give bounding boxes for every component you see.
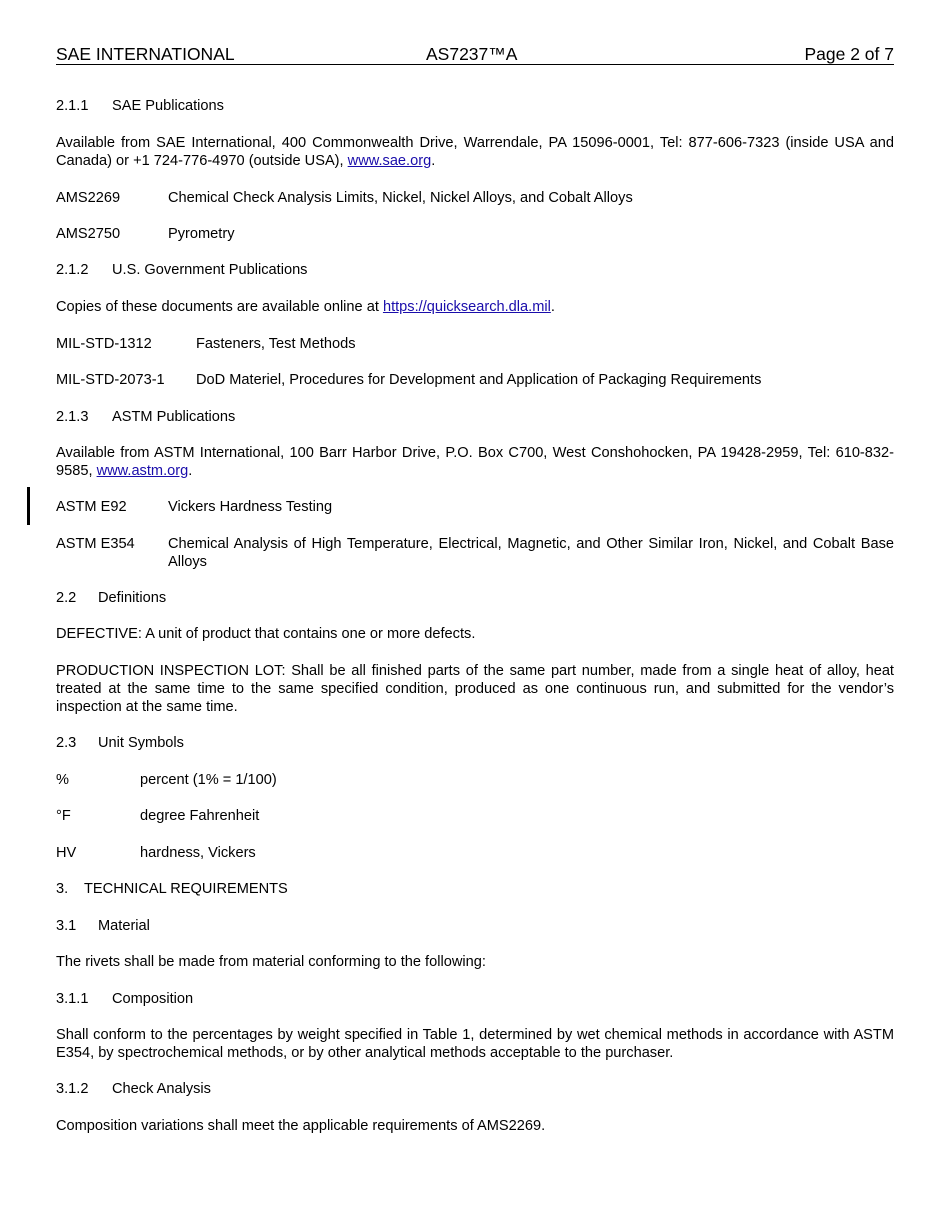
- unit-symbol-row: [56, 807, 894, 825]
- reference-row: [56, 335, 894, 353]
- availability-text: Available from SAE International, 400 Commonwealth Drive, Warrendale, PA 15096-0001, Tel: 877-606-7323 (inside USA and Canada) or +1 724-776-4970 (outside USA),: [56, 135, 894, 169]
- astm-availability-paragraph: Available from ASTM International, 100 Barr Harbor Drive, P.O. Box C700, West Conshohocken, PA 19428-2959, Tel: 610-832-9585, www.astm.org.: [56, 445, 894, 479]
- reference-row: [56, 535, 894, 571]
- unit-description: hardness, Vickers: [140, 845, 256, 861]
- section-title: Material: [98, 918, 150, 934]
- header-doc-id: AS7237™A: [426, 44, 518, 64]
- section-title: Definitions: [98, 590, 167, 606]
- unit-symbol-row: [56, 771, 894, 789]
- section-heading-3-1-1: [56, 990, 894, 1008]
- reference-row: [56, 189, 894, 207]
- reference-code: AMS2750: [56, 226, 121, 242]
- reference-code: MIL-STD-1312: [56, 336, 152, 352]
- unit-symbol: %: [56, 772, 69, 788]
- section-number: 3.1: [56, 918, 77, 934]
- unit-symbol-row: [56, 844, 894, 862]
- section-number: 3.: [56, 881, 69, 897]
- quicksearch-link[interactable]: https://quicksearch.dla.mil: [382, 299, 551, 315]
- reference-title: DoD Materiel, Procedures for Development and Application of Packaging Requirements: [196, 372, 762, 388]
- astm-link[interactable]: www.astm.org: [96, 463, 189, 479]
- unit-symbol: °F: [56, 808, 71, 824]
- reference-title: Pyrometry: [168, 226, 235, 242]
- reference-row: [56, 225, 894, 243]
- definition-defective: DEFECTIVE: A unit of product that contains one or more defects.: [56, 626, 476, 642]
- section-number: 2.3: [56, 735, 77, 751]
- header-page-number: Page 2 of 7: [804, 44, 894, 64]
- section-number: 3.1.2: [56, 1081, 89, 1097]
- section-title: TECHNICAL REQUIREMENTS: [84, 881, 288, 897]
- sae-availability-paragraph: Available from SAE International, 400 Commonwealth Drive, Warrendale, PA 15096-0001, Tel: 877-606-7323 (inside USA and Canada) or +1 724-776-4970 (outside USA), www.sae.org.: [56, 135, 894, 169]
- section-title: ASTM Publications: [112, 409, 236, 425]
- section-heading-2-3: [56, 734, 894, 752]
- reference-title: Fasteners, Test Methods: [196, 336, 356, 352]
- material-paragraph: The rivets shall be made from material conforming to the following:: [56, 954, 486, 970]
- reference-title: Chemical Check Analysis Limits, Nickel, Nickel Alloys, and Cobalt Alloys: [168, 190, 633, 206]
- section-number: 2.1.2: [56, 262, 89, 278]
- header-org: SAE INTERNATIONAL: [56, 44, 235, 64]
- unit-description: percent (1% = 1/100): [140, 772, 277, 788]
- gov-availability-paragraph: Copies of these documents are available online at https://quicksearch.dla.mil.: [56, 299, 555, 315]
- section-heading-3-1-2: [56, 1080, 894, 1098]
- section-title: SAE Publications: [112, 98, 224, 114]
- section-number: 2.1.1: [56, 98, 89, 114]
- reference-title: Vickers Hardness Testing: [168, 499, 333, 515]
- definition-production-inspection-lot: PRODUCTION INSPECTION LOT: Shall be all finished parts of the same part number, made from a single heat of alloy, heat treated at the same time to the same specified condition, produced as one continuous run, and submitted for the vendor’s inspection at the same time.: [56, 663, 894, 715]
- section-heading-2-1-2: [56, 261, 894, 279]
- availability-text: Copies of these documents are available online at: [56, 299, 383, 315]
- sae-link[interactable]: www.sae.org: [347, 153, 432, 169]
- availability-text: Available from ASTM International, 100 Barr Harbor Drive, P.O. Box C700, West Conshohocken, PA 19428-2959, Tel: 610-832-9585,: [56, 445, 894, 479]
- reference-code: AMS2269: [56, 190, 121, 206]
- section-title: U.S. Government Publications: [112, 262, 308, 278]
- reference-title: Chemical Analysis of High Temperature, Electrical, Magnetic, and Other Similar Iron, Nickel, and Cobalt Base Alloys: [168, 536, 894, 570]
- unit-description: degree Fahrenheit: [140, 808, 260, 824]
- section-heading-3: [56, 880, 894, 898]
- section-title: Composition: [112, 991, 194, 1007]
- section-heading-3-1: [56, 917, 894, 935]
- section-number: 3.1.1: [56, 991, 89, 1007]
- section-number: 2.1.3: [56, 409, 89, 425]
- reference-code: MIL-STD-2073-1: [56, 372, 165, 388]
- composition-paragraph: Shall conform to the percentages by weight specified in Table 1, determined by wet chemical methods in accordance with ASTM E354, by spectrochemical methods, or by other analytical methods acceptable to the purchaser.: [56, 1027, 894, 1061]
- section-heading-2-2: [56, 589, 894, 607]
- section-title: Unit Symbols: [98, 735, 184, 751]
- section-heading-2-1-3: [56, 408, 894, 426]
- unit-symbol: HV: [56, 845, 77, 861]
- section-number: 2.2: [56, 590, 77, 606]
- reference-code: ASTM E354: [56, 536, 135, 552]
- section-title: Check Analysis: [112, 1081, 211, 1097]
- revision-change-bar: [27, 487, 30, 525]
- reference-row: [56, 498, 894, 516]
- check-analysis-paragraph: Composition variations shall meet the applicable requirements of AMS2269.: [56, 1118, 546, 1134]
- section-heading-2-1-1: [56, 97, 894, 115]
- reference-row: [56, 371, 894, 389]
- reference-code: ASTM E92: [56, 499, 127, 515]
- page-header: [56, 44, 894, 65]
